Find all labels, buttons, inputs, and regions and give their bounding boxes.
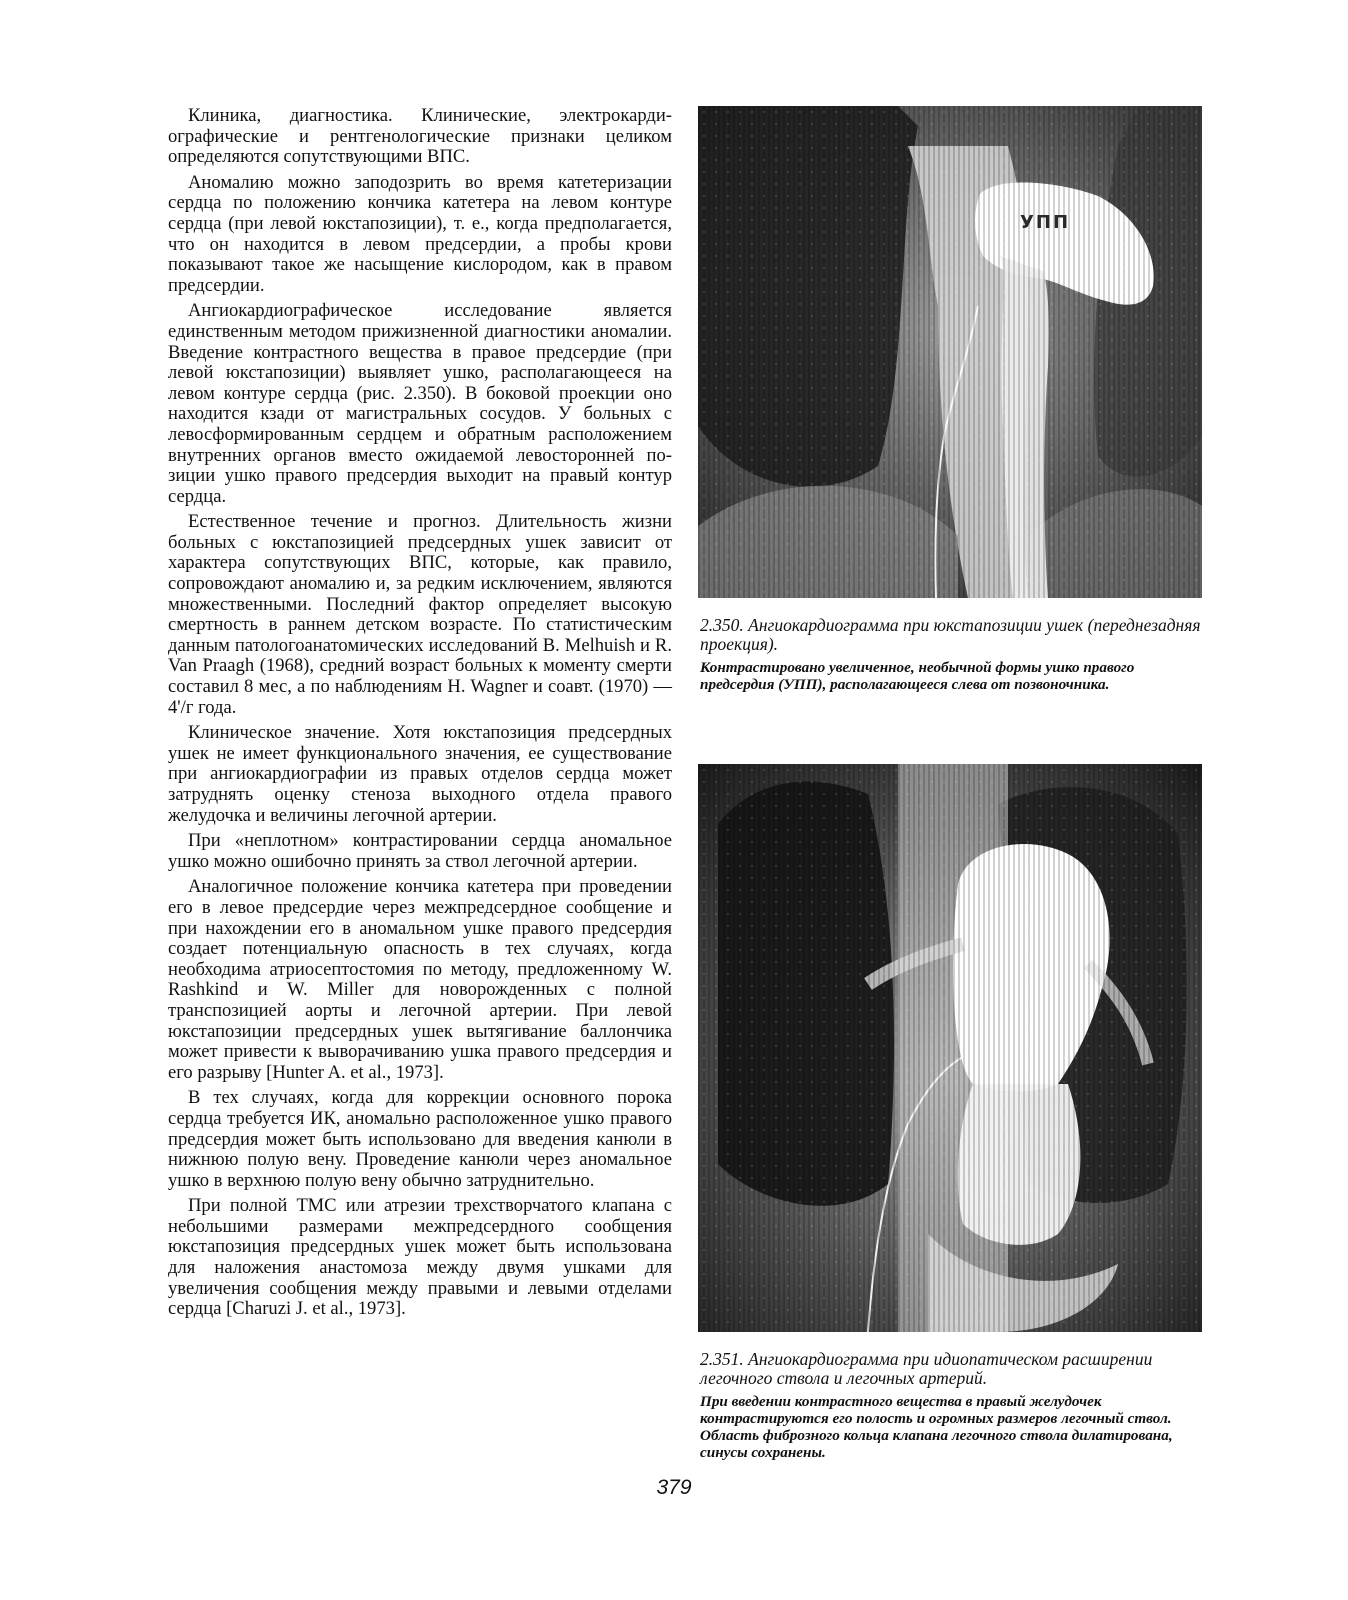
paragraph-angiocardiography: Ангиокардиографическое исследование является единственным методом прижизненной диагностики аномалии. Введение контрастного вещества в правое предсердие (при левой юкстапозиции) выявляет ушко, располагающееся на левом контуре сердца (рис. 2.350). В боковой проекции оно находится кзади от магистральных сосудов. У больных с левосформированным сердцем и обратным расположением внутренних органов вместо ожидаемой левосторонней позиции ушко правого предсердия выходит на правый контур сердца. <box>168 300 672 507</box>
paragraph-bypass: В тех случаях, когда для коррекции основного порока сердца требуется ИК, аномально расположенное ушко правого предсердия может быть использовано для введения канюли в нижнюю полую вену. Проведение канюли через аномальное ушко в верхнюю полую вену обычно затруднительно. <box>168 1087 672 1191</box>
paragraph-rashkind: Аналогичное положение кончика катетера при проведении его в левое предсердие через межпредсердное сообщение и при нахождении его в аномальном ушке правого предсердия создает потенциальную опасность в тех случаях, когда необходима атриосептостомия по методу, предложенному W. Rashkind и W. Miller для новорожденных с полной транспозицией аорты и легочной артерии. При левой юкстапозиции предсердных ушек вытягивание баллончика может привести к выворачиванию ушка правого предсердия и его разрыву [Hunter A. et al., 1973]. <box>168 876 672 1083</box>
angiogram-figure-2-351 <box>698 764 1202 1332</box>
figure-label-upp: УПП <box>1020 212 1071 233</box>
page-number: 379 <box>656 1476 692 1499</box>
caption-body-2-350: Контрастировано увеличенное, необычной формы ушко правого предсердия (УПП), располагающееся слева от позвоночника. <box>700 659 1135 693</box>
angiogram-image-2 <box>698 764 1202 1332</box>
angiogram-figure-2-350 <box>698 106 1202 598</box>
paragraph-catheterization: Аномалию можно заподозрить во время катетеризации сердца по положению кончика катетера на левом контуре сердца (при левой юкстапозиции), т. е., когда предполагается, что он находится в левом предсердии, а пробы крови показывают такое же насыщение кислородом, как в правом предсердии. <box>168 171 672 296</box>
figure-caption-2-350 <box>700 616 1212 693</box>
angiogram-image-1 <box>698 106 1202 598</box>
caption-title-2-350: 2.350. Ангиокардиограмма при юкстапозиции ушек (переднезадняя проекция). <box>700 615 1201 654</box>
caption-title-2-351: 2.351. Ангиокардиограмма при идиопатическом расширении легочного ствола и легочных артерий. <box>700 1349 1153 1388</box>
paragraph-natural-course: Естественное течение и прогноз. Длительность жизни больных с юкстапозицией предсердных ушек зависит от характера сопутствующих ВПС, которые, как правило, сопровождают аномалию и, за редким исключением, являются множественными. Последний фактор определяет высокую смертность в раннем детском возрасте. По статистическим данным патологоанатомических исследований B. Melhuish и R. Van Praagh (1968), средний возраст больных к моменту смерти составил 8 мес, а по наблюдениям H. Wagner и соавт. (1970) — 4'/г года. <box>168 511 672 718</box>
figure-caption-2-351 <box>700 1350 1212 1461</box>
paragraph-clinic: Клиника, диагностика. Клинические, электрокардиографические и рентгенологические признаки целиком определяются сопутствующими ВПС. <box>168 105 672 168</box>
paragraph-clinical-significance: Клиническое значение. Хотя юкстапозиция предсердных ушек не имеет функционального значения, ее существование при ангиокардиографии из правых отделов сердца может затруднять оценку стеноза выходного отдела правого желудочка и величины легочной артерии. <box>168 722 672 826</box>
caption-body-2-351: При введении контрастного вещества в правый желудочек контрастируются его полость и огромных размеров легочный ствол. Область фиброзного кольца клапана легочного ствола дилатирована, синусы сохранены. <box>700 1393 1173 1461</box>
paragraph-anastomosis: При полной ТМС или атрезии трехстворчатого клапана с небольшими размерами межпредсердного сообщения юкстапозиция предсердных ушек может быть использована для наложения анастомоза между двумя ушками для увеличения сообщения между правыми и левыми отделами сердца [Charuzi J. et al., 1973]. <box>168 1195 672 1320</box>
paragraph-loose-contrast: При «неплотном» контрастировании сердца аномальное ушко можно ошибочно принять за ствол легочной артерии. <box>168 830 672 872</box>
body-text-column <box>168 106 672 1325</box>
